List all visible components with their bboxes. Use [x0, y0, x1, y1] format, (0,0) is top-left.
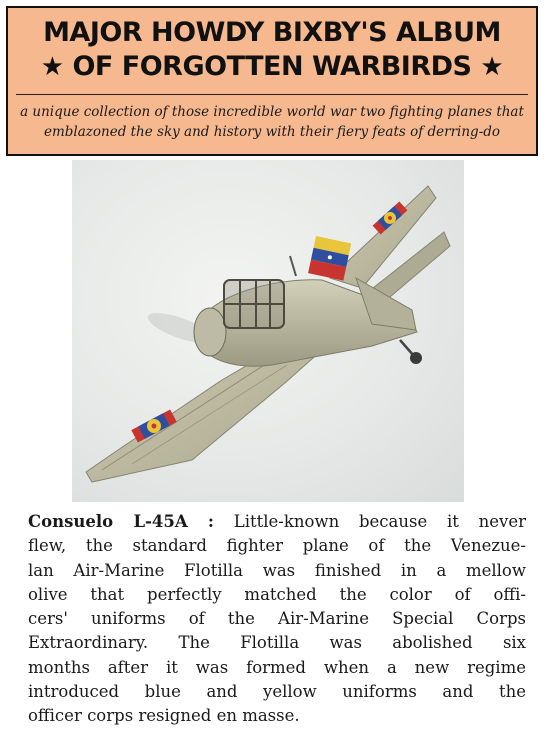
plane-name: Consuelo L-45A : — [28, 512, 215, 531]
airplane-illustration — [72, 160, 464, 502]
upper-wing — [330, 186, 436, 288]
album-title-line-2-text: OF FORGOTTEN WARBIRDS — [72, 51, 472, 82]
caption-line — [28, 510, 526, 534]
caption-line: lan Air-Marine Flotilla was finished in a mellow — [28, 560, 526, 580]
airplane-photo — [72, 160, 464, 502]
caption-line: cers' uniforms of the Air-Marine Special Corps — [28, 609, 526, 629]
caption-line: flew, the standard fighter plane of the Venezue- — [28, 536, 526, 556]
star-icon-right: ★ — [480, 52, 504, 82]
caption-line: olive that perfectly matched the color of offi- — [28, 584, 526, 604]
plane-description — [28, 510, 526, 729]
subtitle-line-1: a unique collection of those incredible world war two fighting planes that — [20, 104, 524, 120]
album-title-line-2 — [8, 50, 536, 84]
landing-wheel — [410, 352, 422, 364]
landing-strut — [400, 340, 414, 356]
cockpit-frame — [224, 280, 284, 328]
caption-line: months after it was formed when a new regime — [28, 657, 526, 677]
antenna-mast — [290, 256, 296, 276]
album-subtitle — [18, 102, 526, 142]
header-banner — [6, 6, 538, 156]
main-wing — [86, 346, 322, 482]
header-divider — [16, 94, 528, 95]
caption-line: introduced blue and yellow uniforms and the — [28, 682, 526, 702]
engine-cowling — [194, 308, 226, 356]
subtitle-line-2: emblazoned the sky and history with their fiery feats of derring-do — [43, 124, 501, 140]
caption-line: officer corps resigned en masse. — [28, 706, 300, 726]
caption-text-line-1: Little-known because it never — [214, 512, 527, 531]
caption-line: Extraordinary. The Flotilla was abolished six — [28, 633, 526, 653]
album-title-line-1: MAJOR HOWDY BIXBY'S ALBUM — [43, 17, 501, 48]
star-icon-left: ★ — [40, 52, 64, 82]
